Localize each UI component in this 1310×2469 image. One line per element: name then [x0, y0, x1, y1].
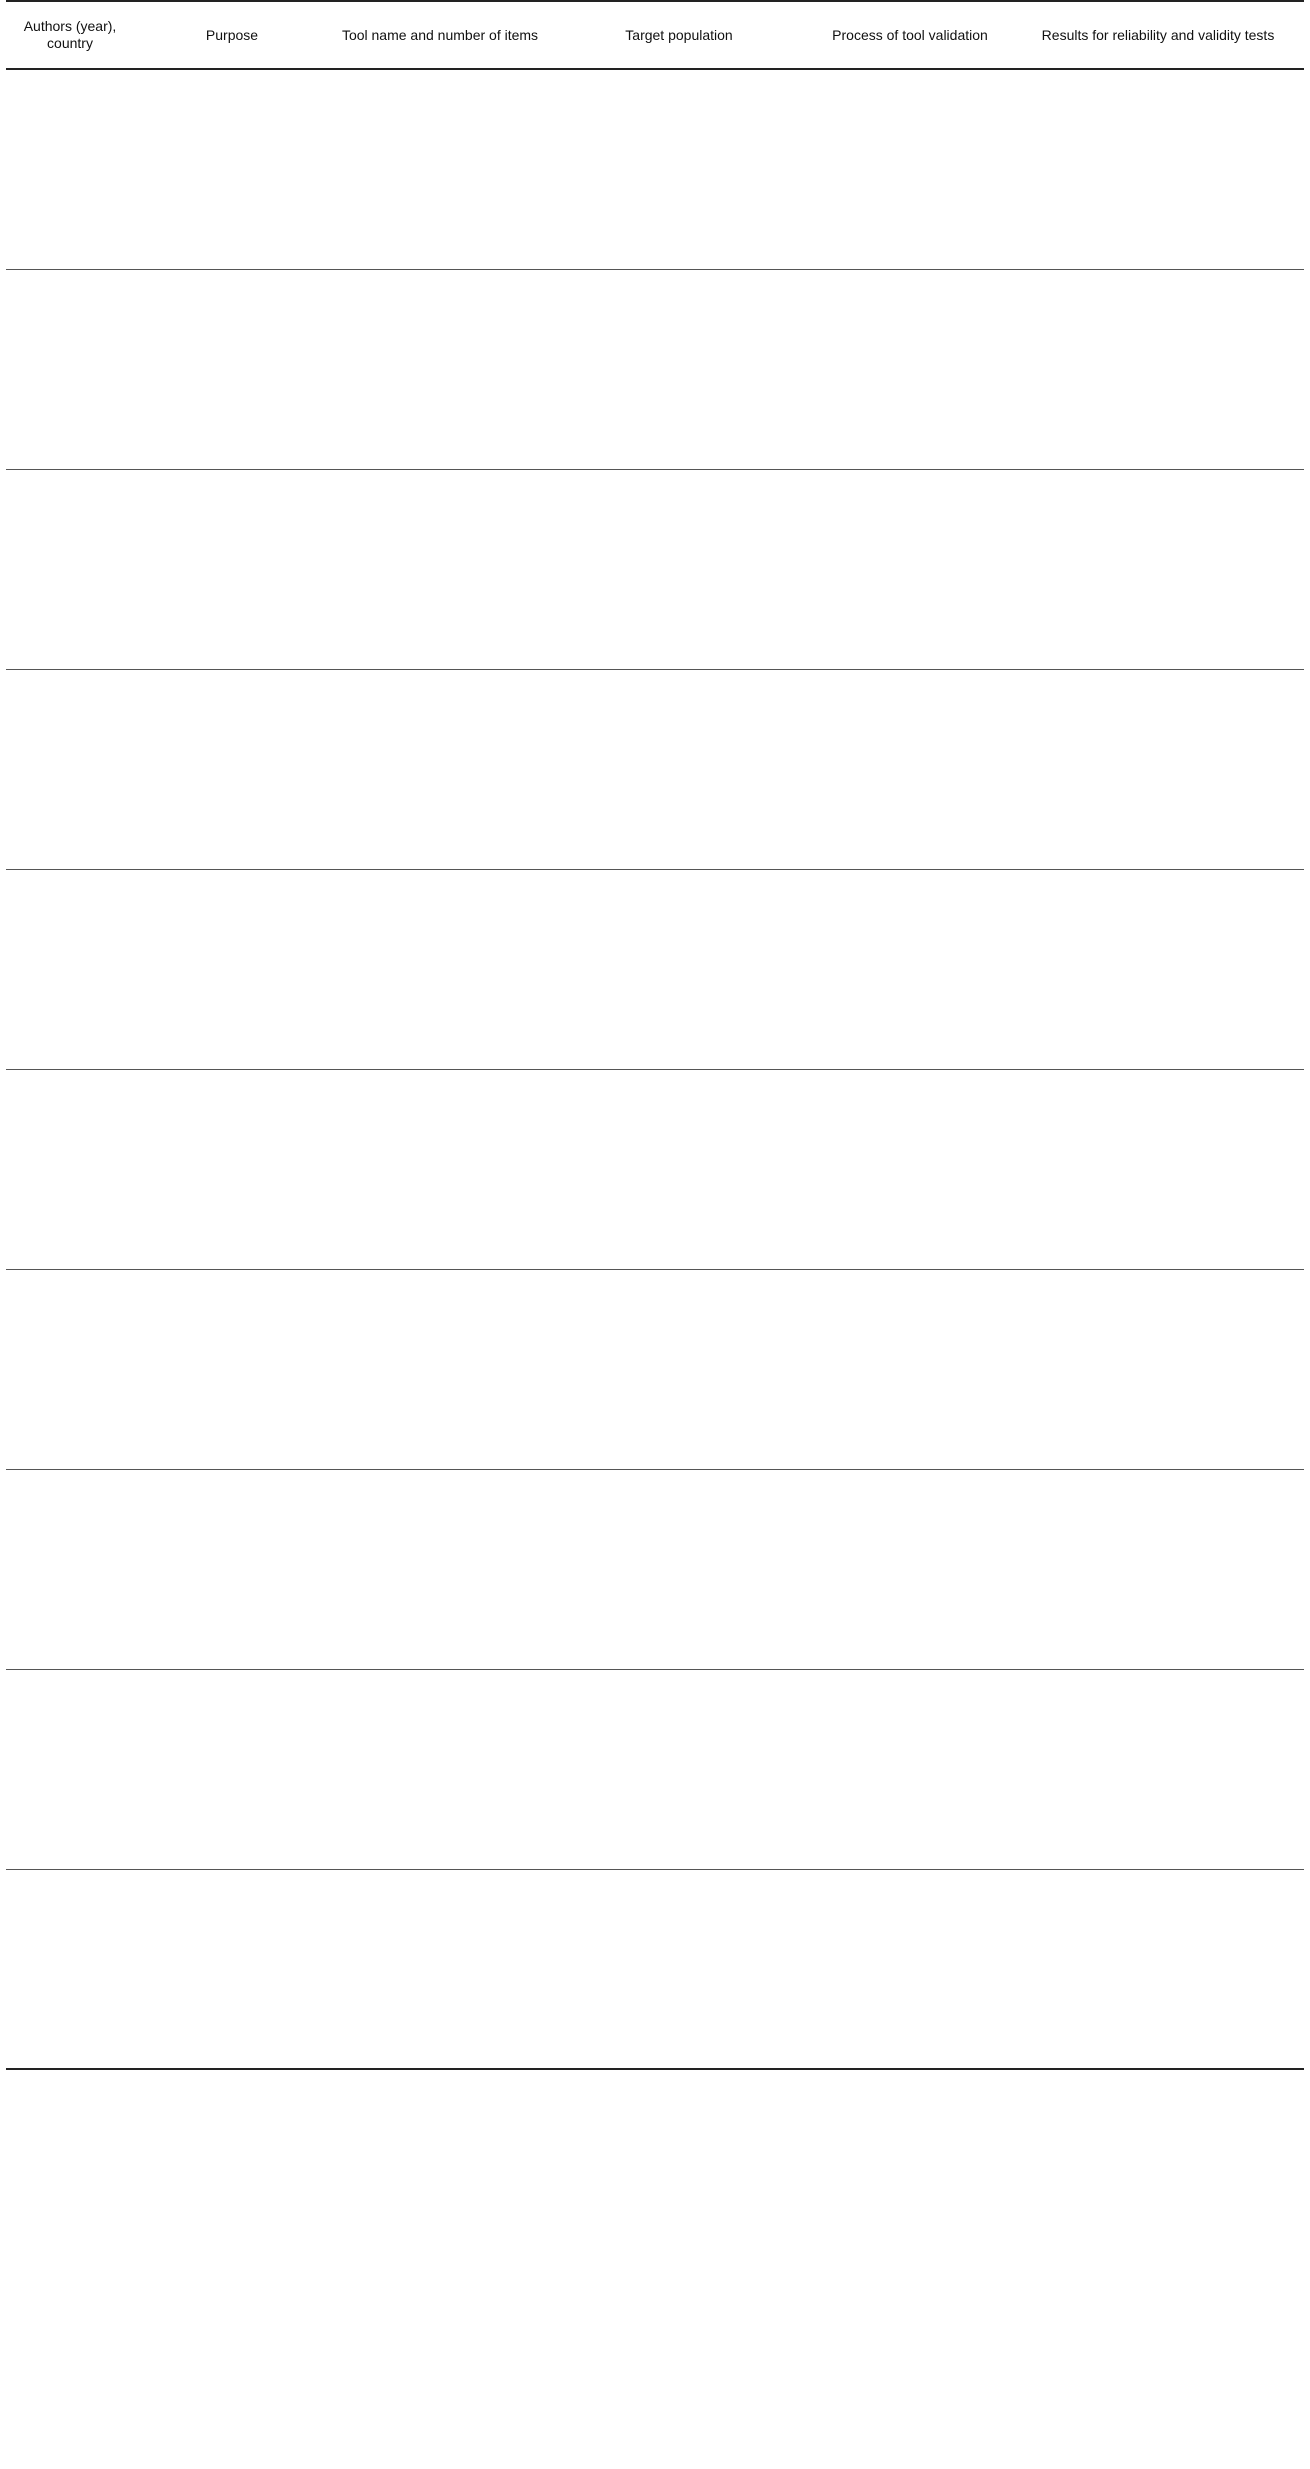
cell-results	[1012, 669, 1304, 869]
cell-population	[550, 69, 808, 269]
cell-population	[550, 1869, 808, 2069]
header-process: Process of tool validation	[808, 1, 1012, 69]
cell-tool	[330, 1669, 550, 1869]
cell-authors	[6, 869, 134, 1069]
cell-purpose	[134, 1869, 330, 2069]
cell-results	[1012, 869, 1304, 1069]
cell-process	[808, 869, 1012, 1069]
cell-authors	[6, 1269, 134, 1469]
cell-process	[808, 469, 1012, 669]
cell-purpose	[134, 669, 330, 869]
header-authors: Authors (year), country	[6, 1, 134, 69]
cell-process	[808, 1069, 1012, 1269]
cell-population	[550, 1669, 808, 1869]
cell-authors	[6, 1669, 134, 1869]
header-tool: Tool name and number of items	[330, 1, 550, 69]
cell-authors	[6, 469, 134, 669]
table-header	[6, 1, 1304, 69]
cell-results	[1012, 1469, 1304, 1669]
header-purpose: Purpose	[134, 1, 330, 69]
header-row	[6, 1, 1304, 69]
cell-purpose	[134, 1269, 330, 1469]
table-row	[6, 869, 1304, 1069]
cell-process	[808, 1269, 1012, 1469]
cell-tool	[330, 869, 550, 1069]
cell-population	[550, 669, 808, 869]
cell-tool	[330, 269, 550, 469]
cell-population	[550, 469, 808, 669]
cell-process	[808, 1469, 1012, 1669]
table-row	[6, 1069, 1304, 1269]
cell-purpose	[134, 69, 330, 269]
table-row	[6, 1869, 1304, 2069]
cell-results	[1012, 269, 1304, 469]
cell-purpose	[134, 269, 330, 469]
cell-population	[550, 869, 808, 1069]
validation-tools-table	[6, 0, 1304, 2070]
table-row	[6, 669, 1304, 869]
cell-results	[1012, 1869, 1304, 2069]
table-row	[6, 469, 1304, 669]
header-population: Target population	[550, 1, 808, 69]
cell-tool	[330, 669, 550, 869]
cell-purpose	[134, 1669, 330, 1869]
cell-tool	[330, 469, 550, 669]
cell-population	[550, 1069, 808, 1269]
cell-results	[1012, 69, 1304, 269]
cell-purpose	[134, 869, 330, 1069]
cell-authors	[6, 1869, 134, 2069]
cell-population	[550, 1269, 808, 1469]
table-row	[6, 1269, 1304, 1469]
cell-process	[808, 669, 1012, 869]
table-row	[6, 1669, 1304, 1869]
cell-purpose	[134, 1469, 330, 1669]
cell-results	[1012, 1269, 1304, 1469]
table-body	[6, 69, 1304, 2069]
cell-results	[1012, 469, 1304, 669]
cell-tool	[330, 1869, 550, 2069]
cell-tool	[330, 69, 550, 269]
cell-tool	[330, 1069, 550, 1269]
cell-process	[808, 1669, 1012, 1869]
cell-authors	[6, 669, 134, 869]
cell-authors	[6, 69, 134, 269]
cell-purpose	[134, 469, 330, 669]
header-results: Results for reliability and validity tests	[1012, 1, 1304, 69]
cell-tool	[330, 1269, 550, 1469]
cell-process	[808, 269, 1012, 469]
cell-results	[1012, 1069, 1304, 1269]
table-row	[6, 69, 1304, 269]
cell-tool	[330, 1469, 550, 1669]
table-row	[6, 1469, 1304, 1669]
cell-results	[1012, 1669, 1304, 1869]
cell-purpose	[134, 1069, 330, 1269]
cell-population	[550, 269, 808, 469]
table-row	[6, 269, 1304, 469]
cell-process	[808, 1869, 1012, 2069]
cell-population	[550, 1469, 808, 1669]
cell-authors	[6, 1069, 134, 1269]
cell-authors	[6, 1469, 134, 1669]
cell-authors	[6, 269, 134, 469]
cell-process	[808, 69, 1012, 269]
